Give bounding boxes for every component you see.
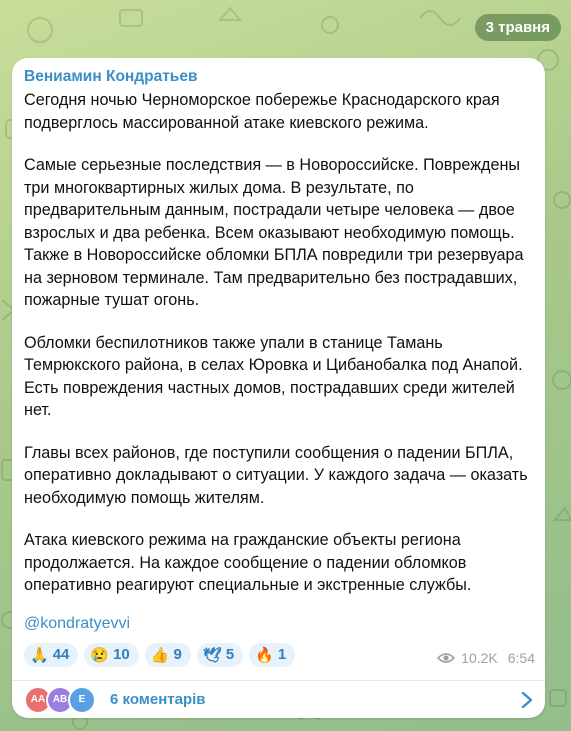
reaction-count: 10 <box>113 646 130 663</box>
post-paragraph-1: Сегодня ночью Черноморское побережье Краснодарского края подверглось массированной атаке киевского режима. <box>24 91 500 132</box>
post-paragraph-5: Атака киевского режима на гражданские объекты региона продолжается. На каждое сообщение о падении обломков оперативно реагируют специальные и экстренные службы. <box>24 531 472 594</box>
comments-button[interactable] <box>12 681 545 718</box>
pray-emoji-icon: 🙏 <box>30 646 49 664</box>
post-paragraph-4: Главы всех районов, где поступили сообщения о падении БПЛА, оперативно докладывают о ситуации. У каждого задача — оказать необходимую помощь жителям. <box>24 443 528 507</box>
crying-emoji-icon: 😢 <box>90 646 110 664</box>
thumbs-up-emoji-icon: 👍 <box>150 646 170 664</box>
avatar: AB <box>46 686 74 714</box>
reaction-count: 1 <box>277 646 287 663</box>
reaction-pray[interactable] <box>24 643 78 667</box>
avatar: AA <box>24 686 52 714</box>
message-meta <box>437 650 535 666</box>
post-paragraph-2: Самые серьезные последствия — в Новороссийске. Повреждены три многоквартирных жилых дома. В результате, по предварительным данным, пострадали четыре человека — двое взрослых и два ребенка. Всем оказывают необходимую помощь. Также в Новороссийске обломки БПЛА повредили три резервуара на зерновом терминале. Там предварительно без пострадавших, пожарные тушат огонь. <box>24 156 524 309</box>
avatar: E <box>68 686 96 714</box>
reaction-count: 5 <box>225 646 235 663</box>
date-badge: 3 травня <box>475 14 561 41</box>
message-bubble <box>12 58 545 718</box>
eye-icon <box>437 652 455 664</box>
dove-emoji-icon: 🕊 <box>202 646 222 664</box>
author-name[interactable]: Вениамин Кондратьев <box>24 68 198 85</box>
reaction-count: 9 <box>173 646 182 663</box>
reaction-dove[interactable] <box>197 643 243 667</box>
fire-emoji-icon: 🔥 <box>255 646 274 664</box>
reaction-fire[interactable] <box>249 643 295 667</box>
reaction-thumbs-up[interactable] <box>145 643 191 667</box>
post-paragraph-3: Обломки беспилотников также упали в станице Тамань Темрюкского района, в селах Юровка и Цибанобалка под Анапой. Есть повреждения частных домов, пострадавших среди жителей нет. <box>24 333 523 419</box>
reaction-cry[interactable] <box>84 643 138 667</box>
channel-handle-link[interactable]: @kondratyevvi <box>24 614 131 632</box>
reaction-count: 44 <box>52 646 70 663</box>
message-time: 6:54 <box>507 650 535 666</box>
commenter-avatars <box>24 686 90 714</box>
view-count: 10.2K <box>461 650 498 666</box>
comments-count-label: 6 коментарів <box>110 691 206 708</box>
chevron-right-icon <box>521 691 533 709</box>
